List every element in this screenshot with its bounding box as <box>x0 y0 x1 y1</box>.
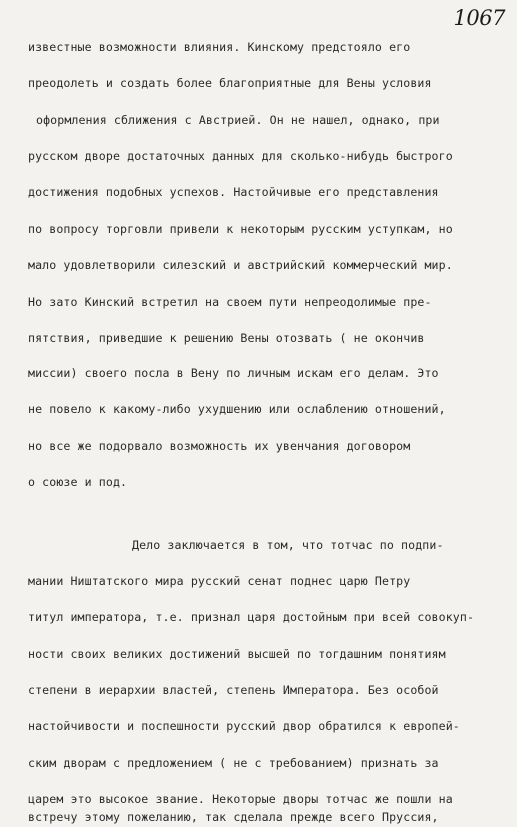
text-line: мало удовлетворили силезский и австрийский коммерческий мир. <box>28 258 453 272</box>
text-line: царем это высокое звание. Некоторые дворы тотчас же пошли на <box>28 792 453 806</box>
text-line: но все же подорвало возможность их увенчания договором <box>28 439 411 453</box>
text-line: Но зато Кинский встретил на своем пути непреодолимые пре- <box>28 295 432 309</box>
text-line: степени в иерархии властей, степень Императора. Без особой <box>28 683 439 697</box>
text-line: достижения подобных успехов. Настойчивые его представления <box>28 185 439 199</box>
text-line: оформления сближения с Австрией. Он не нашел, однако, при <box>36 113 440 127</box>
text-line: ским дворам с предложением ( не с требованием) признать за <box>28 756 439 770</box>
text-line: встречу этому пожеланию, так сделала прежде всего Пруссия, <box>28 810 439 824</box>
text-line: пятствия, приведшие к решению Вены отозвать ( не окончив <box>28 331 425 345</box>
text-line: Дело заключается в том, что тотчас по подпи- <box>132 538 444 552</box>
text-line: миссии) своего посла в Вену по личным искам его делам. Это <box>28 366 439 380</box>
text-line: русском дворе достаточных данных для сколько-нибудь быстрого <box>28 149 453 163</box>
text-line: титул императора, т.е. признал царя достойным при всей совокуп- <box>28 610 475 624</box>
text-line: не повело к какому-либо ухудшению или ослаблению отношений, <box>28 402 446 416</box>
text-line: известные возможности влияния. Кинскому предстояло его <box>28 40 411 54</box>
page-number: 1067 <box>453 6 505 30</box>
text-line: ности своих великих достижений высшей по тогдашним понятиям <box>28 647 446 661</box>
text-line: преодолеть и создать более благоприятные для Вены условия <box>28 76 432 90</box>
text-line: о союзе и под. <box>28 475 128 489</box>
text-line: по вопросу торговли привели к некоторым русским уступкам, но <box>28 222 453 236</box>
text-line: мании Ништатского мира русский сенат поднес царю Петру <box>28 574 411 588</box>
text-line: настойчивости и поспешности русский двор обратился к европей- <box>28 719 460 733</box>
